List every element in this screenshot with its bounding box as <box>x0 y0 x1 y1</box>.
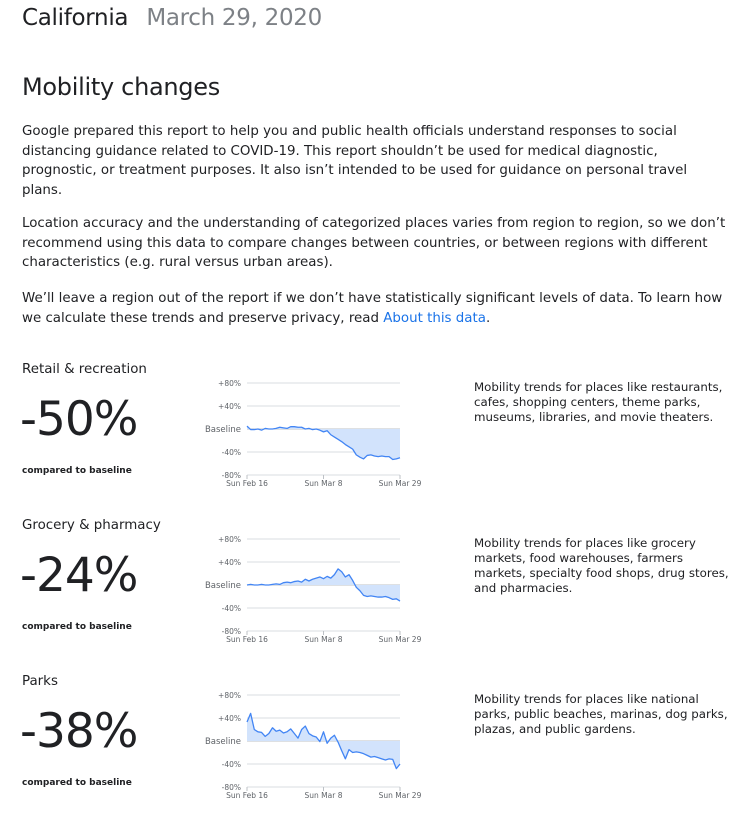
category-name: Retail & recreation <box>22 362 147 377</box>
x-tick-label: Sun Feb 16 <box>226 479 268 488</box>
compared-label: compared to baseline <box>22 778 132 788</box>
category-parks <box>0 674 754 824</box>
report-date: March 29, 2020 <box>146 5 322 31</box>
x-tick-label: Sun Mar 8 <box>304 635 343 644</box>
y-tick-label: +80% <box>218 535 241 544</box>
about-this-data-link[interactable]: About this data <box>383 310 486 326</box>
x-tick-label: Sun Feb 16 <box>226 791 268 800</box>
y-tick-label: -40% <box>221 604 241 613</box>
category-percent: -24% <box>20 548 138 603</box>
category-retail-recreation <box>0 362 754 512</box>
compared-label: compared to baseline <box>22 622 132 632</box>
y-tick-label: +80% <box>218 379 241 388</box>
x-tick-label: Sun Feb 16 <box>226 635 268 644</box>
x-tick-label: Sun Mar 8 <box>304 479 343 488</box>
category-name: Parks <box>22 674 58 689</box>
y-tick-label: -80% <box>221 783 241 792</box>
y-tick-label: Baseline <box>204 581 241 591</box>
y-tick-label: Baseline <box>204 737 241 747</box>
y-tick-label: -40% <box>221 760 241 769</box>
y-tick-label: -80% <box>221 627 241 636</box>
report-header <box>22 5 322 31</box>
x-tick-label: Sun Mar 29 <box>378 479 422 488</box>
deviation-area <box>247 426 400 459</box>
deviation-area <box>247 713 400 768</box>
accuracy-paragraph: Location accuracy and the understanding of categorized places varies from region to region, so we don’t recommend using this data to compare changes between countries, or between regions with different characteristics (e.g. rural versus urban areas). <box>22 216 726 270</box>
y-tick-label: +40% <box>218 402 241 411</box>
category-percent: -38% <box>20 704 138 759</box>
y-tick-label: +80% <box>218 691 241 700</box>
category-description: Mobility trends for places like grocery markets, food warehouses, farmers markets, specialty food shops, drug stores, and pharmacies. <box>474 536 729 595</box>
section-title: Mobility changes <box>22 73 220 101</box>
privacy-paragraph <box>22 289 727 328</box>
privacy-text-end: . <box>485 310 491 326</box>
category-description: Mobility trends for places like national parks, public beaches, marinas, dog parks, plazas, and public gardens. <box>474 692 728 736</box>
category-percent: -50% <box>20 392 138 447</box>
x-tick-label: Sun Mar 29 <box>378 791 422 800</box>
y-tick-label: +40% <box>218 714 241 723</box>
retail-recreation-chart <box>190 370 430 495</box>
x-tick-label: Sun Mar 29 <box>378 635 422 644</box>
intro-paragraph: Google prepared this report to help you and public health officials understand responses to social distancing guidance related to COVID-19. This report shouldn’t be used for medical diagnostic, prognostic, or treatment purposes. It also isn’t intended to be used for guidance on personal travel plans. <box>22 124 688 198</box>
grocery-pharmacy-chart <box>190 526 430 651</box>
y-tick-label: Baseline <box>204 425 241 435</box>
parks-chart <box>190 682 430 807</box>
category-grocery-pharmacy <box>0 518 754 668</box>
category-description: Mobility trends for places like restaurants, cafes, shopping centers, theme parks, museums, libraries, and movie theaters. <box>474 380 723 424</box>
region-name: California <box>22 5 129 31</box>
y-tick-label: -80% <box>221 471 241 480</box>
x-tick-label: Sun Mar 8 <box>304 791 343 800</box>
y-tick-label: -40% <box>221 448 241 457</box>
y-tick-label: +40% <box>218 558 241 567</box>
compared-label: compared to baseline <box>22 466 132 476</box>
category-name: Grocery & pharmacy <box>22 518 161 533</box>
privacy-text: We’ll leave a region out of the report if we don’t have statistically significant levels of data. To learn how we calculate these trends and preserve privacy, read <box>22 291 723 326</box>
